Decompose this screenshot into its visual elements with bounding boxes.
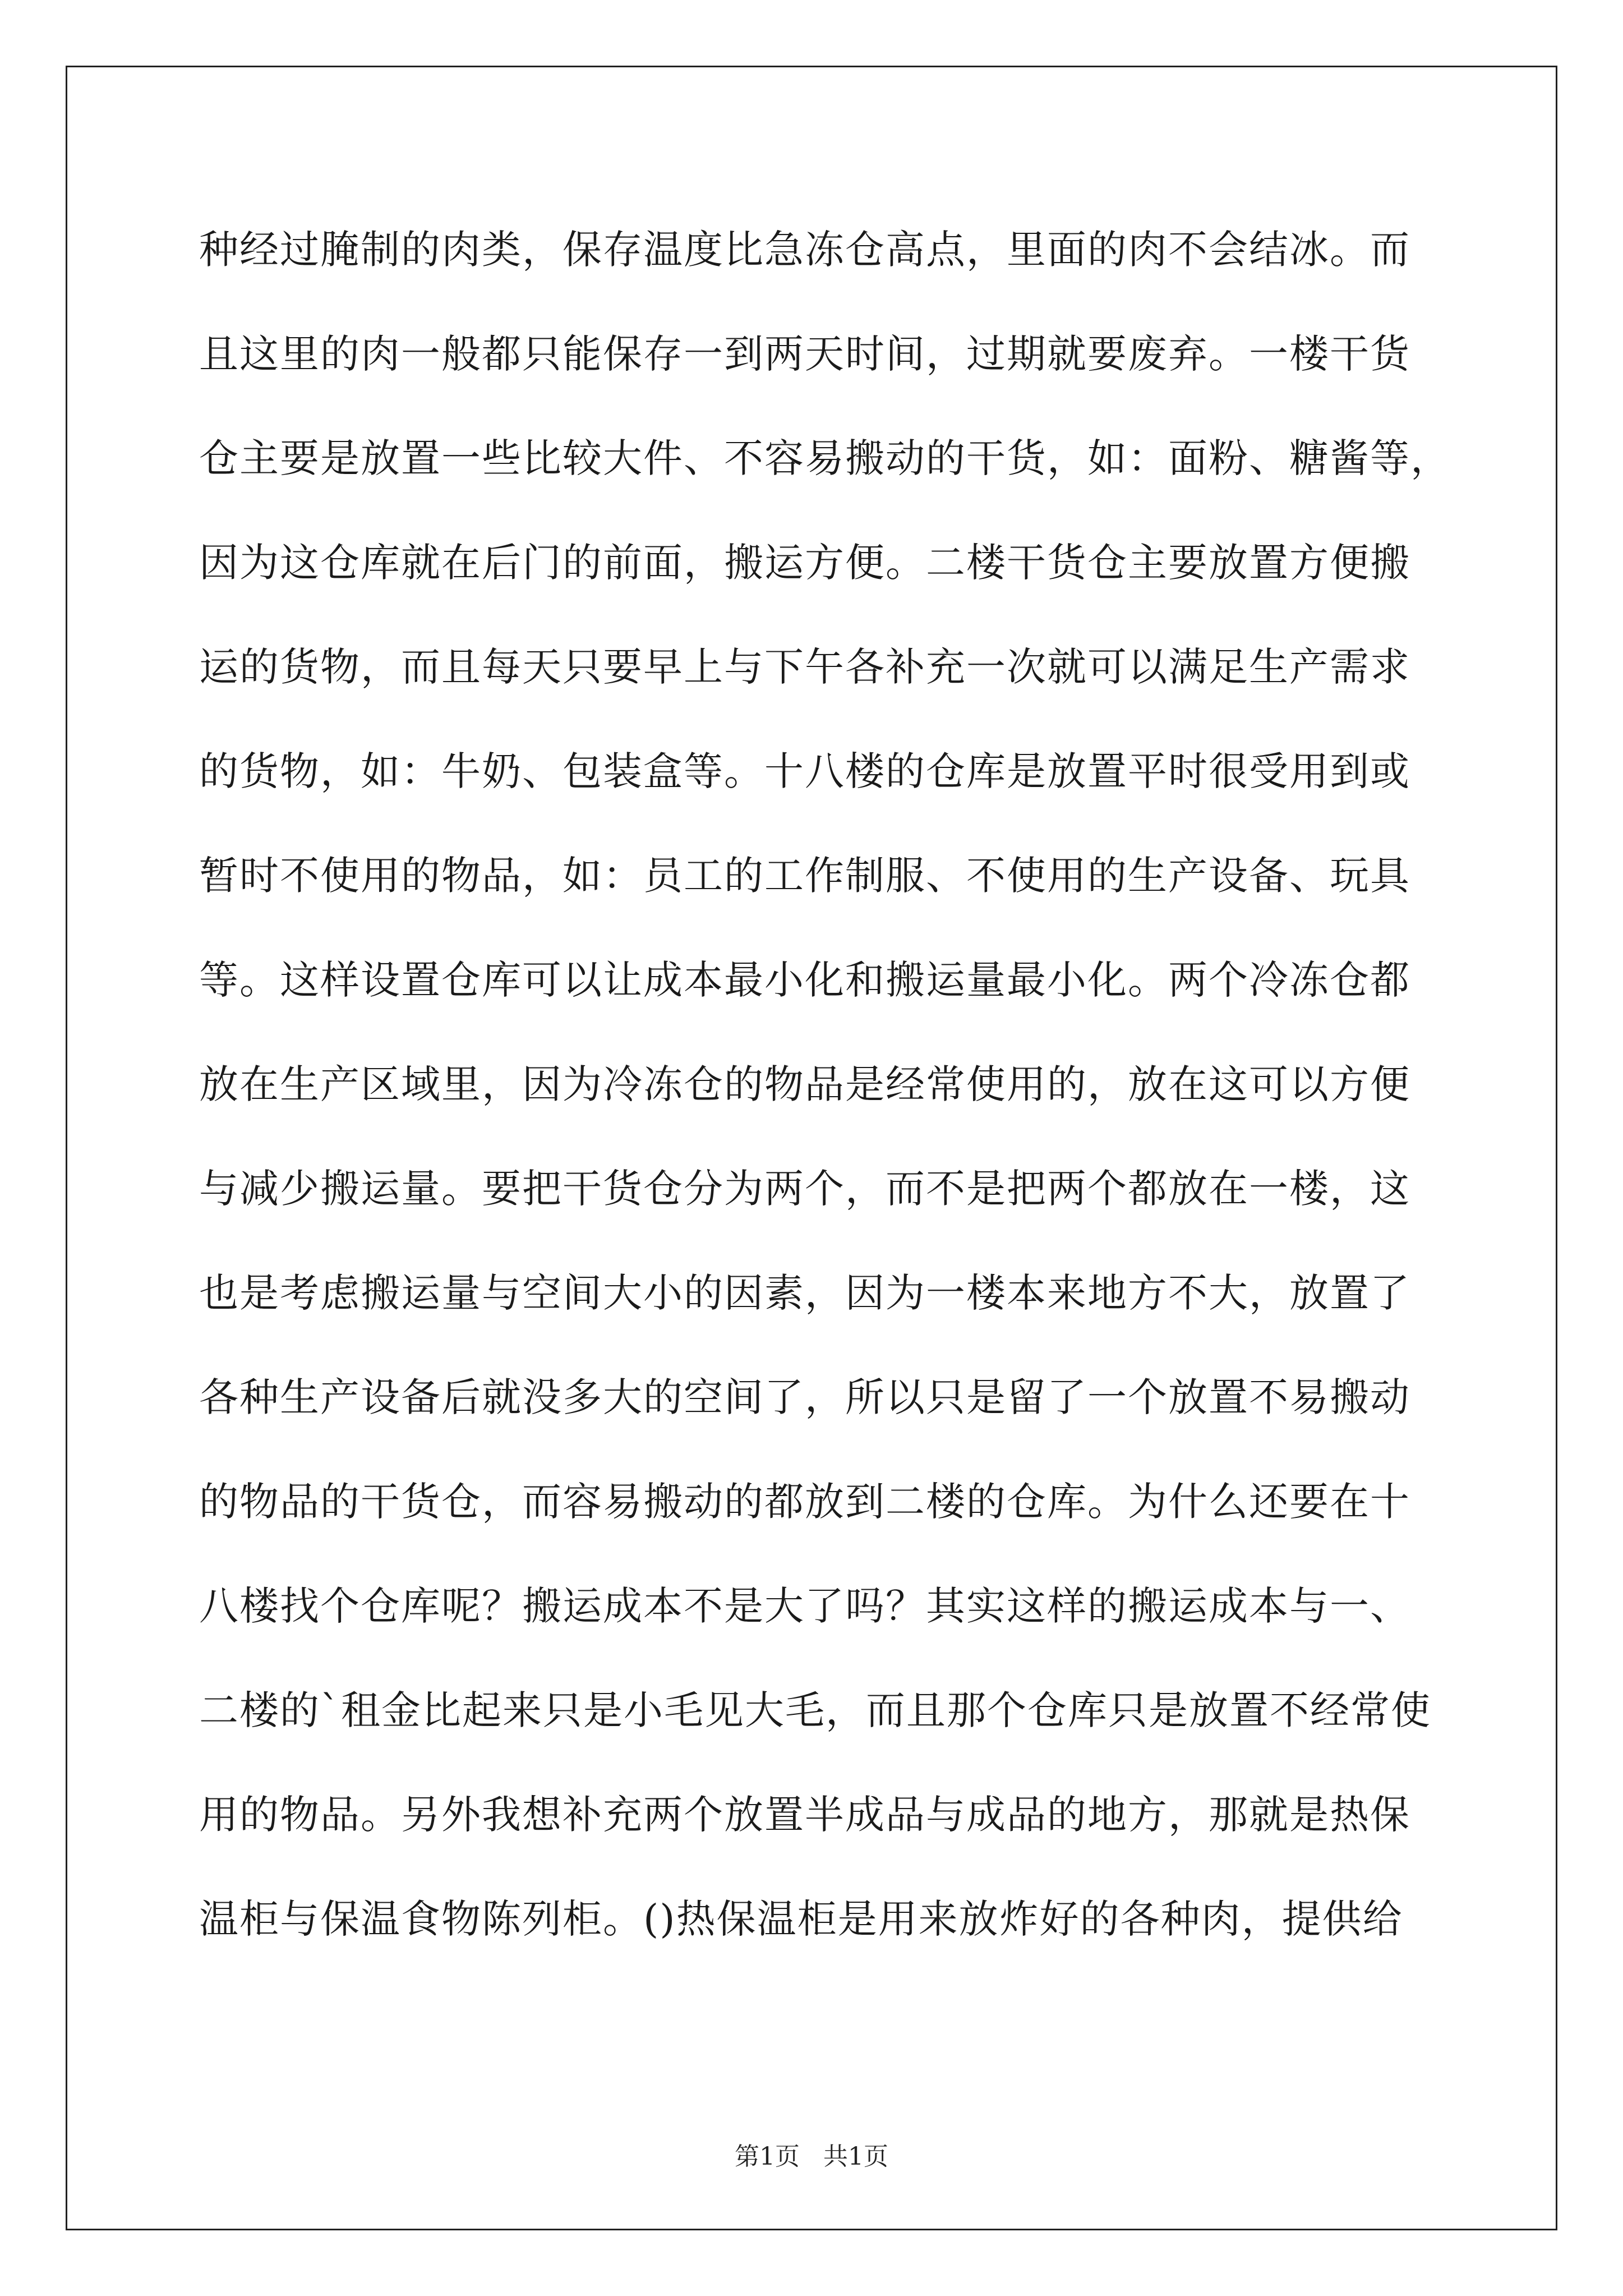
body-text-line: 且这里的肉一般都只能保存一到两天时间，过期就要废弃。一楼干货 bbox=[199, 331, 1410, 377]
document-body bbox=[199, 216, 1451, 1990]
body-text-line: 的货物，如：牛奶、包装盒等。十八楼的仓库是放置平时很受用到或 bbox=[199, 748, 1410, 794]
body-text-line: 暂时不使用的物品，如：员工的工作制服、不使用的生产设备、玩具 bbox=[199, 853, 1410, 899]
body-text-line: 与减少搬运量。要把干货仓分为两个，而不是把两个都放在一楼，这 bbox=[199, 1166, 1410, 1212]
body-text-line: 等。这样设置仓库可以让成本最小化和搬运量最小化。两个冷冻仓都 bbox=[199, 957, 1410, 1003]
body-text-line: 因为这仓库就在后门的前面，搬运方便。二楼干货仓主要放置方便搬 bbox=[199, 540, 1410, 586]
body-text-line: 仓主要是放置一些比较大件、不容易搬动的干货，如：面粉、糖酱等， bbox=[199, 435, 1451, 481]
body-text-line: 也是考虑搬运量与空间大小的因素，因为一楼本来地方不大，放置了 bbox=[199, 1270, 1410, 1316]
body-text-line: 放在生产区域里，因为冷冻仓的物品是经常使用的，放在这可以方便 bbox=[199, 1061, 1410, 1107]
body-text-line: 的物品的干货仓，而容易搬动的都放到二楼的仓库。为什么还要在十 bbox=[199, 1479, 1410, 1525]
body-text-line: 八楼找个仓库呢？搬运成本不是大了吗？其实这样的搬运成本与一、 bbox=[199, 1583, 1410, 1629]
page-number-footer: 第1页 共1页 bbox=[735, 2142, 888, 2171]
body-text-line: 温柜与保温食物陈列柜。()热保温柜是用来放炸好的各种肉，提供给 bbox=[199, 1896, 1403, 1942]
body-text-line: 各种生产设备后就没多大的空间了，所以只是留了一个放置不易搬动 bbox=[199, 1374, 1410, 1420]
body-text-line: 用的物品。另外我想补充两个放置半成品与成品的地方，那就是热保 bbox=[199, 1792, 1410, 1838]
body-text-line: 种经过腌制的肉类，保存温度比急冻仓高点，里面的肉不会结冰。而 bbox=[199, 227, 1410, 273]
body-text-line: 二楼的`租金比起来只是小毛见大毛，而且那个仓库只是放置不经常使 bbox=[199, 1687, 1431, 1733]
body-text-line: 运的货物，而且每天只要早上与下午各补充一次就可以满足生产需求 bbox=[199, 644, 1410, 690]
